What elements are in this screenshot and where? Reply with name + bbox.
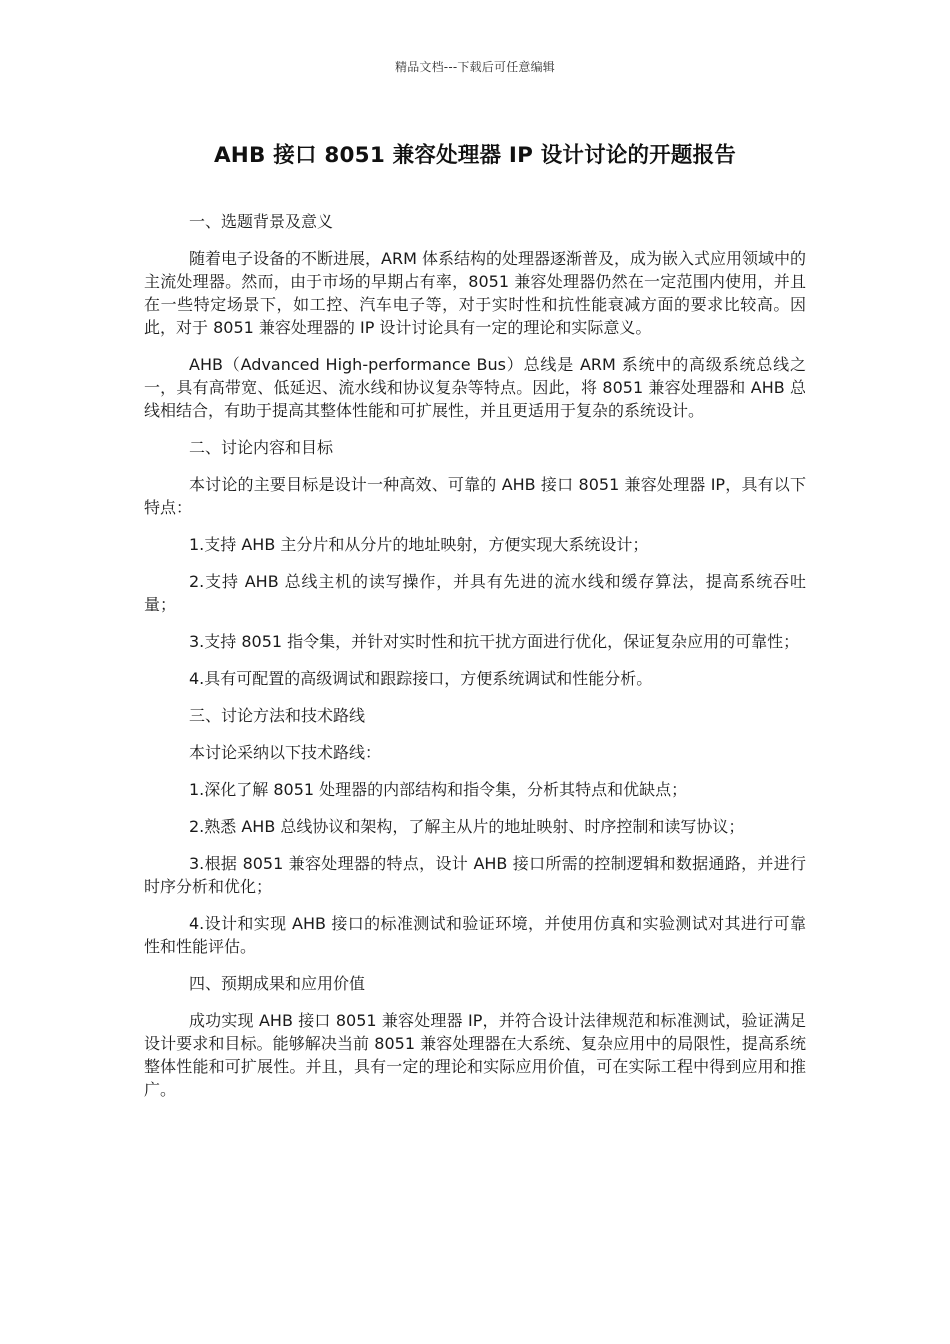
list-item-method-3: 3.根据 8051 兼容处理器的特点，设计 AHB 接口所需的控制逻辑和数据通路，并进行时序分析和优化； bbox=[144, 854, 806, 896]
list-item-feature-4: 4.具有可配置的高级调试和跟踪接口，方便系统调试和性能分析。 bbox=[189, 669, 653, 688]
paragraph-content-intro: 本讨论的主要目标是设计一种高效、可靠的 AHB 接口 8051 兼容处理器 IP，具有以下特点： bbox=[144, 475, 806, 517]
list-item-method-1: 1.深化了解 8051 处理器的内部结构和指令集，分析其特点和优缺点； bbox=[189, 780, 688, 799]
list-item-method-4: 4.设计和实现 AHB 接口的标准测试和验证环境，并使用仿真和实验测试对其进行可靠性和性能评估。 bbox=[144, 914, 806, 956]
document-body bbox=[144, 210, 806, 1115]
section-heading-content: 二、讨论内容和目标 bbox=[189, 438, 334, 457]
list-item-feature-2: 2.支持 AHB 总线主机的读写操作，并具有先进的流水线和缓存算法，提高系统吞吐量； bbox=[144, 572, 806, 614]
list-item-feature-3: 3.支持 8051 指令集，并针对实时性和抗干扰方面进行优化，保证复杂应用的可靠性； bbox=[189, 632, 800, 651]
paragraph-background-1: 随着电子设备的不断进展，ARM 体系结构的处理器逐渐普及，成为嵌入式应用领域中的主流处理器。然而，由于市场的早期占有率，8051 兼容处理器仍然在一定范围内使用，并且在一些特定场景下，如工控、汽车电子等，对于实时性和抗性能衰减方面的要求比较高。因此，对于 8051 兼容处理器的 IP 设计讨论具有一定的理论和实际意义。 bbox=[144, 249, 806, 337]
page-header: 精品文档---下载后可任意编辑 bbox=[395, 60, 555, 74]
document-title: AHB 接口 8051 兼容处理器 IP 设计讨论的开题报告 bbox=[213, 143, 737, 168]
section-heading-outcome: 四、预期成果和应用价值 bbox=[189, 974, 366, 993]
paragraph-method-intro: 本讨论采纳以下技术路线： bbox=[189, 743, 382, 762]
section-heading-background: 一、选题背景及意义 bbox=[189, 212, 334, 231]
section-heading-method: 三、讨论方法和技术路线 bbox=[189, 706, 366, 725]
list-item-method-2: 2.熟悉 AHB 总线协议和架构，了解主从片的地址映射、时序控制和读写协议； bbox=[189, 817, 745, 836]
paragraph-background-2: AHB（Advanced High-performance Bus）总线是 ARM 系统中的高级系统总线之一，具有高带宽、低延迟、流水线和协议复杂等特点。因此，将 8051 兼容处理器和 AHB 总线相结合，有助于提高其整体性能和可扩展性，并且更适用于复杂的系统设计。 bbox=[144, 355, 806, 420]
list-item-feature-1: 1.支持 AHB 主分片和从分片的地址映射，方便实现大系统设计； bbox=[189, 535, 649, 554]
paragraph-outcome: 成功实现 AHB 接口 8051 兼容处理器 IP，并符合设计法律规范和标准测试，验证满足设计要求和目标。能够解决当前 8051 兼容处理器在大系统、复杂应用中的局限性，提高系统整体性能和可扩展性。并且，具有一定的理论和实际应用价值，可在实际工程中得到应用和推广。 bbox=[144, 1011, 806, 1099]
